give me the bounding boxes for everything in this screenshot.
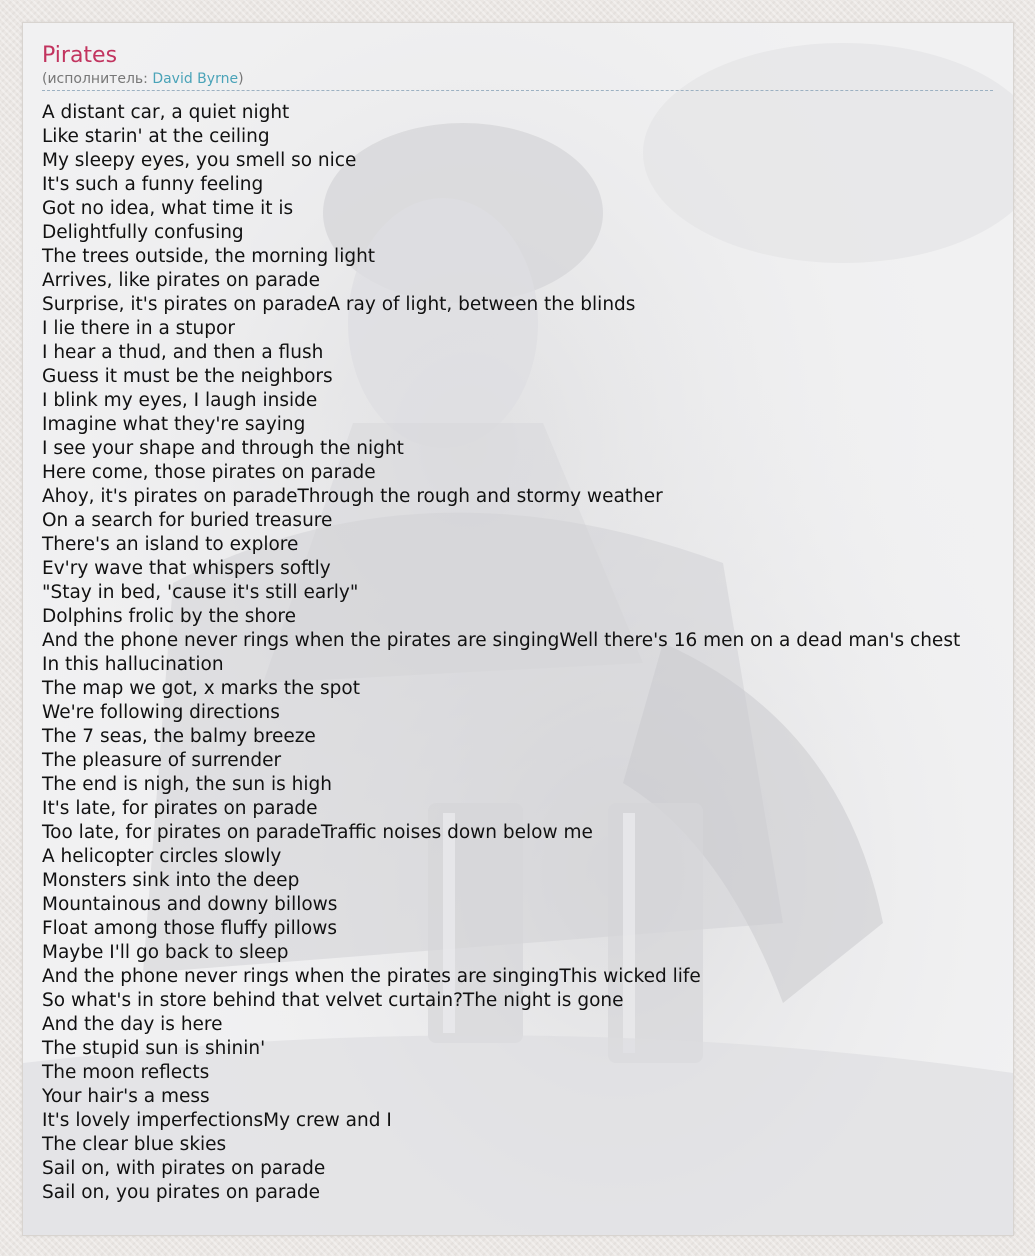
lyric-line: We're following directions: [42, 702, 280, 723]
lyric-line: The map we got, x marks the spot: [42, 678, 360, 699]
lyric-line: My sleepy eyes, you smell so nice: [42, 150, 357, 171]
lyric-line: "Stay in bed, 'cause it's still early": [42, 582, 359, 603]
lyric-line: Delightfully confusing: [42, 222, 244, 243]
lyric-line: Dolphins frolic by the shore: [42, 606, 296, 627]
lyric-line: It's late, for pirates on parade: [42, 798, 318, 819]
lyric-line: A distant car, a quiet night: [42, 102, 290, 123]
lyric-line: The end is nigh, the sun is high: [42, 774, 332, 795]
performer-line: [42, 70, 993, 91]
lyric-line: I hear a thud, and then a flush: [42, 342, 324, 363]
lyric-line: Imagine what they're saying: [42, 414, 306, 435]
lyric-line: The clear blue skies: [42, 1134, 227, 1155]
lyric-line: Monsters sink into the deep: [42, 870, 300, 891]
lyric-line: And the phone never rings when the pirates are singingThis wicked life: [42, 966, 701, 987]
song-content: [42, 42, 1013, 1205]
lyric-line: Ev'ry wave that whispers softly: [42, 558, 331, 579]
lyric-line: The stupid sun is shinin': [42, 1038, 266, 1059]
lyric-line: There's an island to explore: [42, 534, 299, 555]
lyric-line: So what's in store behind that velvet curtain?The night is gone: [42, 990, 624, 1011]
lyric-line: In this hallucination: [42, 654, 224, 675]
lyric-line: Maybe I'll go back to sleep: [42, 942, 289, 963]
lyric-line: Sail on, with pirates on parade: [42, 1158, 326, 1179]
lyric-line: Ahoy, it's pirates on paradeThrough the rough and stormy weather: [42, 486, 663, 507]
lyric-line: Too late, for pirates on paradeTraffic noises down below me: [42, 822, 593, 843]
lyric-line: And the day is here: [42, 1014, 223, 1035]
lyric-line: Like starin' at the ceiling: [42, 126, 270, 147]
lyric-line: I lie there in a stupor: [42, 318, 235, 339]
performer-link[interactable]: David Byrne: [152, 71, 239, 87]
lyric-line: Here come, those pirates on parade: [42, 462, 376, 483]
lyric-line: A helicopter circles slowly: [42, 846, 282, 867]
lyric-line: Your hair's a mess: [42, 1086, 210, 1107]
lyric-line: The trees outside, the morning light: [42, 246, 376, 267]
lyric-line: Float among those fluffy pillows: [42, 918, 337, 939]
lyric-line: Surprise, it's pirates on paradeA ray of light, between the blinds: [42, 294, 636, 315]
lyric-line: Guess it must be the neighbors: [42, 366, 333, 387]
lyrics-text: [42, 101, 1013, 1205]
lyric-line: And the phone never rings when the pirates are singingWell there's 16 men on a dead man's chest: [42, 630, 961, 651]
lyric-line: The moon reflects: [42, 1062, 210, 1083]
lyric-line: On a search for buried treasure: [42, 510, 333, 531]
song-title: Pirates: [42, 43, 118, 68]
performer-prefix: (исполнитель:: [42, 71, 153, 87]
lyrics-card: [22, 22, 1014, 1236]
performer-suffix: ): [238, 71, 244, 87]
lyric-line: Got no idea, what time it is: [42, 198, 294, 219]
lyric-line: The 7 seas, the balmy breeze: [42, 726, 316, 747]
lyric-line: Arrives, like pirates on parade: [42, 270, 321, 291]
lyric-line: The pleasure of surrender: [42, 750, 282, 771]
lyric-line: I blink my eyes, I laugh inside: [42, 390, 318, 411]
lyric-line: Mountainous and downy billows: [42, 894, 338, 915]
lyric-line: It's lovely imperfectionsMy crew and I: [42, 1110, 392, 1131]
lyric-line: It's such a funny feeling: [42, 174, 264, 195]
lyric-line: I see your shape and through the night: [42, 438, 404, 459]
lyric-line: Sail on, you pirates on parade: [42, 1182, 320, 1203]
